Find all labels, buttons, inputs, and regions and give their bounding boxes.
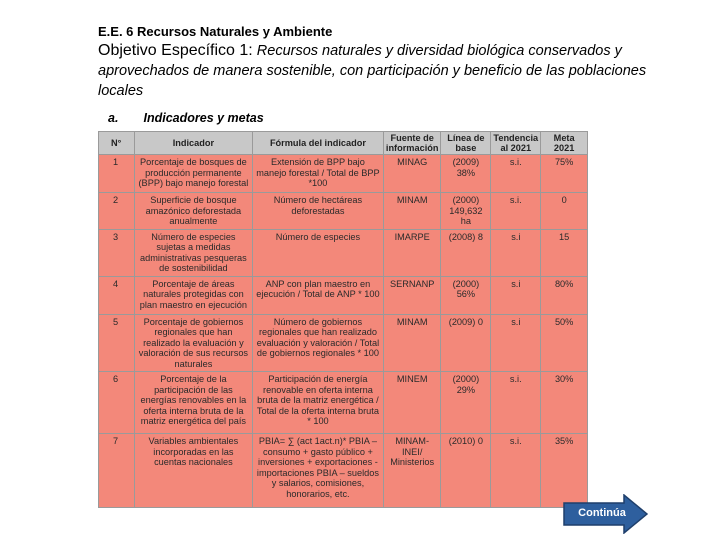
header-source: Fuente de información	[383, 132, 441, 155]
table-row	[99, 276, 588, 314]
header-formula: Fórmula del indicador	[252, 132, 383, 155]
cell-indicator: Variables ambientales incorporadas en las cuentas nacionales	[134, 434, 252, 508]
header-indicator: Indicador	[134, 132, 252, 155]
cell-source: MINAG	[383, 155, 441, 193]
cell-source: MINAM-INEI/ Ministerios	[383, 434, 441, 508]
cell-target: 15	[541, 229, 588, 276]
header-target: Meta 2021	[541, 132, 588, 155]
cell-indicator: Porcentaje de bosques de producción permanente (BPP) bajo manejo forestal	[134, 155, 252, 193]
cell-source: MINAM	[383, 193, 441, 230]
cell-trend: s.i	[491, 276, 541, 314]
cell-indicator: Porcentaje de la participación de las energías renovables en la oferta interna bruta de la matriz energética del país	[134, 372, 252, 434]
cell-source: MINEM	[383, 372, 441, 434]
cell-baseline: (2000) 29%	[441, 372, 491, 434]
table-row	[99, 372, 588, 434]
cell-number: 3	[99, 229, 135, 276]
cell-indicator: Porcentaje de gobiernos regionales que han realizado la evaluación y valoración de sus recursos naturales	[134, 314, 252, 372]
cell-formula: Número de especies	[252, 229, 383, 276]
cell-trend: s.i	[491, 314, 541, 372]
cell-baseline: (2009) 38%	[441, 155, 491, 193]
table-header-row	[99, 132, 588, 155]
section-title: E.E. 6 Recursos Naturales y Ambiente	[98, 24, 333, 39]
cell-formula: Participación de energía renovable en oferta interna bruta de la matriz energética / Total de la oferta interna bruta * 100	[252, 372, 383, 434]
cell-trend: s.i.	[491, 193, 541, 230]
cell-target: 0	[541, 193, 588, 230]
cell-indicator: Porcentaje de áreas naturales protegidas con plan maestro en ejecución	[134, 276, 252, 314]
objective-text: Recursos naturales y diversidad biológica conservados y aprovechados de manera sostenible, con participación y beneficio de las poblaciones locales	[98, 43, 647, 99]
cell-source: MINAM	[383, 314, 441, 372]
header-number: N°	[99, 132, 135, 155]
cell-source: SERNANP	[383, 276, 441, 314]
cell-number: 1	[99, 155, 135, 193]
cell-formula: ANP con plan maestro en ejecución / Total de ANP * 100	[252, 276, 383, 314]
cell-indicator: Número de especies sujetas a medidas administrativas pesqueras de sostenibilidad	[134, 229, 252, 276]
cell-formula: Número de gobiernos regionales que han realizado evaluación y valoración / Total de gobiernos regionales * 100	[252, 314, 383, 372]
table-row	[99, 229, 588, 276]
objective-label: Objetivo Específico 1:	[98, 42, 253, 59]
cell-trend: s.i.	[491, 372, 541, 434]
cell-trend: s.i.	[491, 155, 541, 193]
cell-trend: s.i	[491, 229, 541, 276]
continue-button[interactable]	[562, 494, 648, 534]
cell-baseline: (2009) 0	[441, 314, 491, 372]
cell-indicator: Superficie de bosque amazónico deforestada anualmente	[134, 193, 252, 230]
cell-target: 80%	[541, 276, 588, 314]
header-baseline: Línea de base	[441, 132, 491, 155]
cell-trend: s.i.	[491, 434, 541, 508]
cell-baseline: (2010) 0	[441, 434, 491, 508]
header-trend: Tendencia al 2021	[491, 132, 541, 155]
cell-formula: Extensión de BPP bajo manejo forestal / Total de BPP *100	[252, 155, 383, 193]
cell-baseline: (2008) 8	[441, 229, 491, 276]
cell-target: 50%	[541, 314, 588, 372]
indicators-table	[98, 131, 588, 508]
cell-target: 30%	[541, 372, 588, 434]
table-row	[99, 434, 588, 508]
cell-number: 2	[99, 193, 135, 230]
subsection-heading	[108, 111, 264, 125]
subsection-letter: a.	[108, 111, 119, 125]
cell-number: 4	[99, 276, 135, 314]
cell-target: 75%	[541, 155, 588, 193]
cell-baseline: (2000) 149,632 ha	[441, 193, 491, 230]
cell-formula: Número de hectáreas deforestadas	[252, 193, 383, 230]
table-row	[99, 314, 588, 372]
cell-baseline: (2000) 56%	[441, 276, 491, 314]
cell-formula: PBIA= ∑ (act 1act.n)* PBIA – consumo + gasto público + inversiones + exportaciones - importaciones PBIA – sueldos y salarios, comisiones, honorarios, etc.	[252, 434, 383, 508]
objective-paragraph	[98, 41, 678, 101]
cell-number: 7	[99, 434, 135, 508]
cell-number: 5	[99, 314, 135, 372]
cell-target: 35%	[541, 434, 588, 508]
subsection-title: Indicadores y metas	[143, 111, 264, 125]
cell-number: 6	[99, 372, 135, 434]
table-row	[99, 155, 588, 193]
table-row	[99, 193, 588, 230]
cell-source: IMARPE	[383, 229, 441, 276]
continue-label: Continúa	[578, 507, 626, 519]
